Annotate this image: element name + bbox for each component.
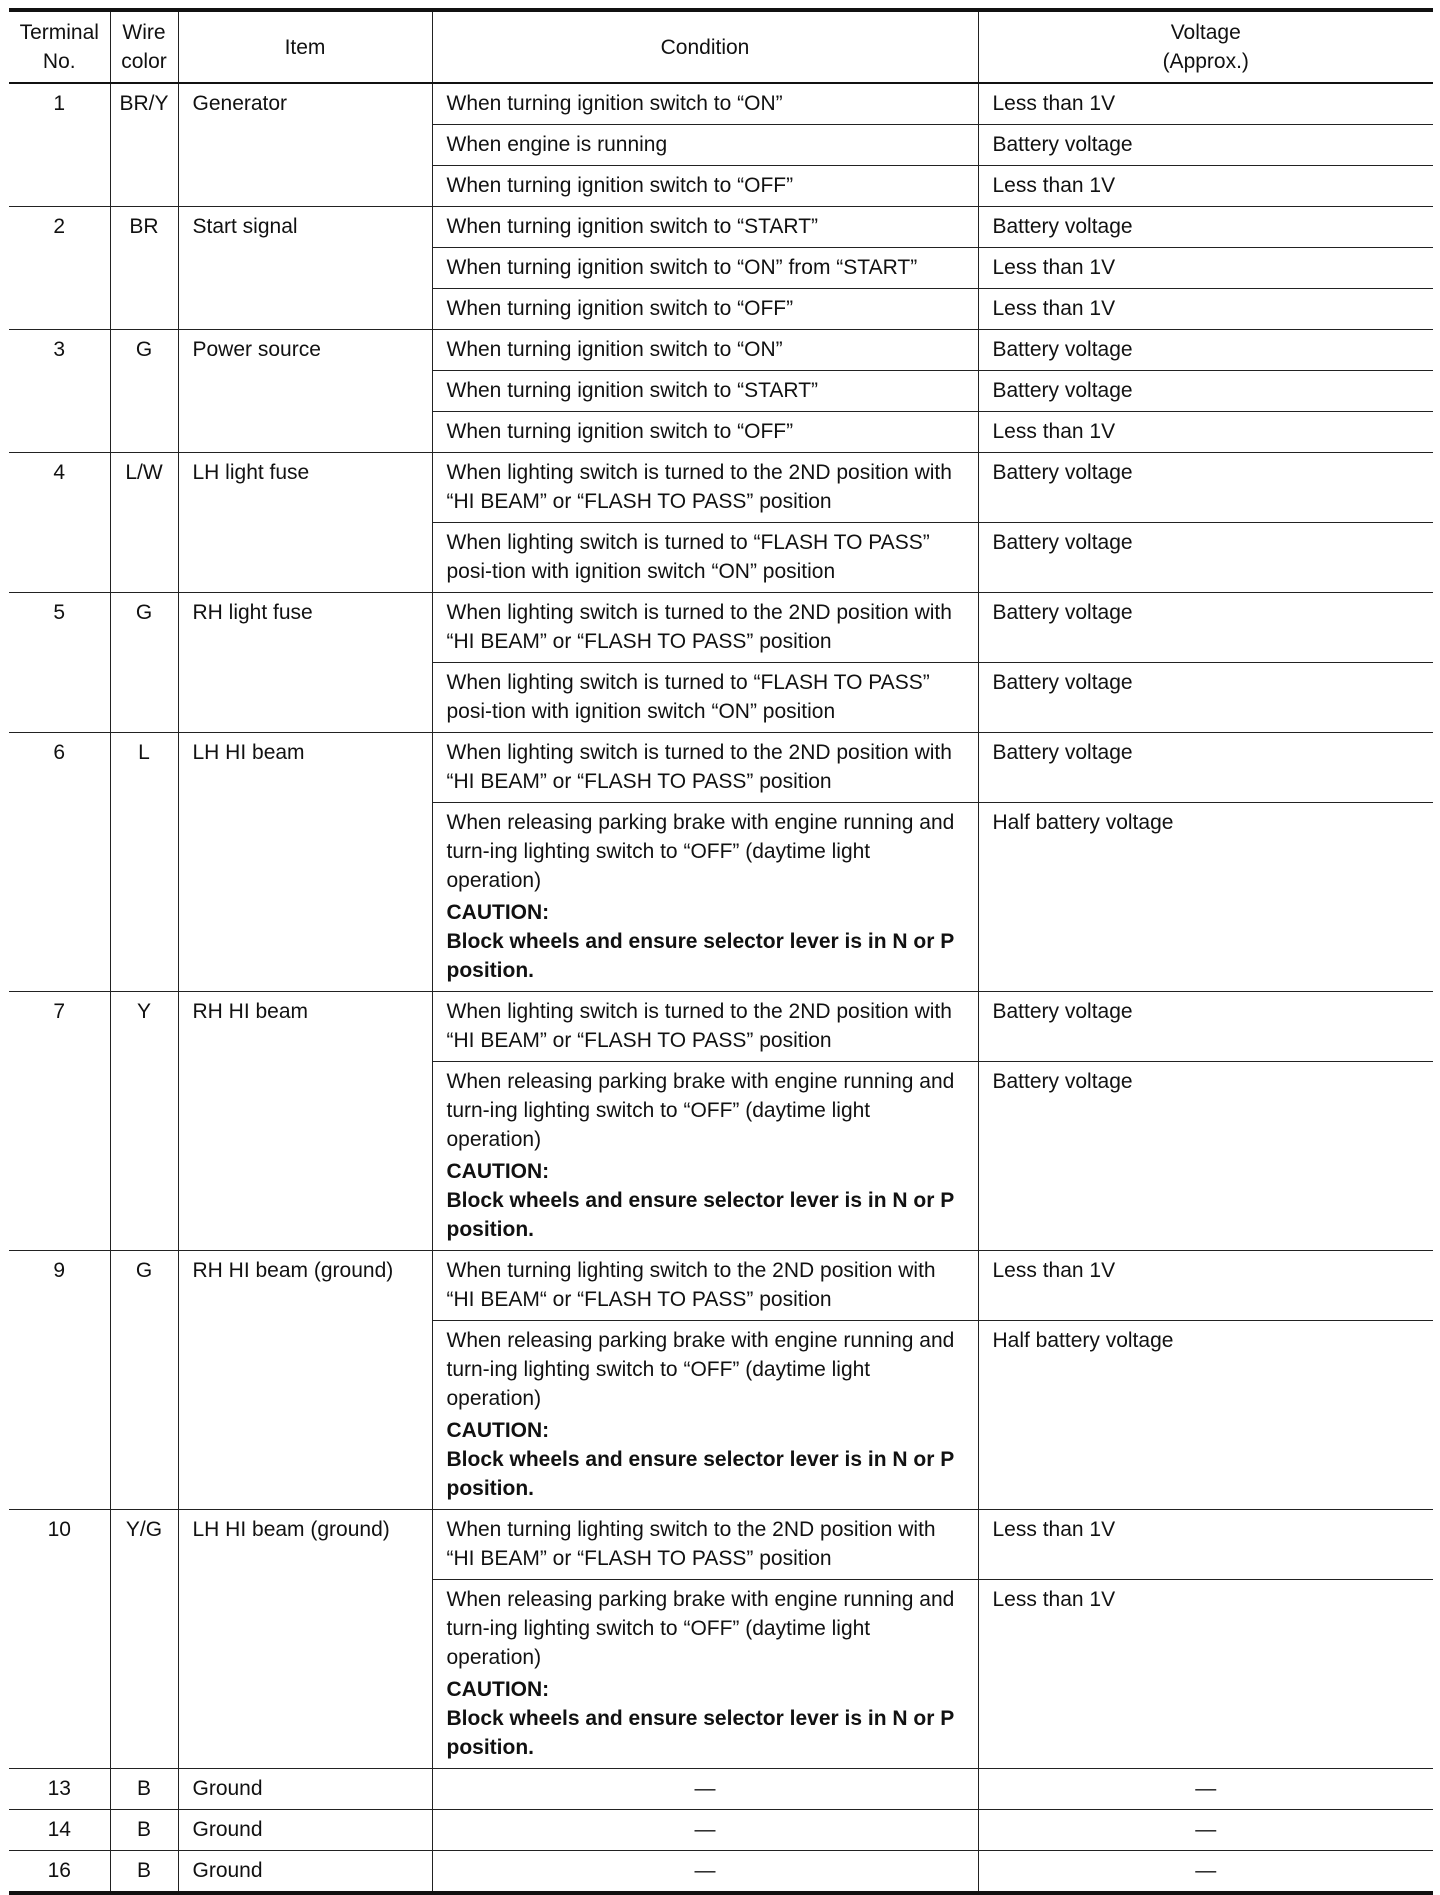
condition-text: When lighting switch is turned to the 2ND position with “HI BEAM” or “FLASH TO PASS” position bbox=[446, 1000, 952, 1052]
condition-cell bbox=[432, 733, 978, 803]
voltage-cell: Battery voltage bbox=[978, 125, 1433, 166]
condition-text: When turning lighting switch to the 2ND position with “HI BEAM” or “FLASH TO PASS” position bbox=[446, 1518, 936, 1570]
condition-cell bbox=[432, 453, 978, 523]
header-terminal-no: Terminal No. bbox=[9, 10, 110, 83]
voltage-cell: Battery voltage bbox=[978, 207, 1433, 248]
item-cell: Ground bbox=[178, 1851, 432, 1894]
condition-cell bbox=[432, 1851, 978, 1894]
item-cell: Generator bbox=[178, 83, 432, 207]
terminal-number-cell: 13 bbox=[9, 1769, 110, 1810]
condition-text: When lighting switch is turned to “FLASH TO PASS” posi-tion with ignition switch “ON” position bbox=[446, 671, 930, 723]
wire-color-cell: G bbox=[110, 1251, 178, 1510]
voltage-cell: Less than 1V bbox=[978, 289, 1433, 330]
condition-text: When turning ignition switch to “START” bbox=[446, 215, 819, 238]
header-wire-color: Wire color bbox=[110, 10, 178, 83]
table-body bbox=[9, 83, 1433, 1893]
voltage-cell: — bbox=[978, 1769, 1433, 1810]
caution-label: CAUTION: bbox=[446, 1419, 550, 1442]
voltage-cell: Battery voltage bbox=[978, 453, 1433, 523]
condition-cell bbox=[432, 412, 978, 453]
condition-cell bbox=[432, 1510, 978, 1580]
voltage-cell: Half battery voltage bbox=[978, 1321, 1433, 1510]
condition-text: — bbox=[694, 1818, 716, 1841]
voltage-cell: Battery voltage bbox=[978, 733, 1433, 803]
terminal-number-cell: 5 bbox=[9, 593, 110, 733]
table-row bbox=[9, 330, 1433, 371]
voltage-cell: — bbox=[978, 1851, 1433, 1894]
voltage-cell: Less than 1V bbox=[978, 1510, 1433, 1580]
condition-text: When releasing parking brake with engine running and turn-ing lighting switch to “OFF” (daytime light operation) bbox=[446, 811, 955, 892]
voltage-cell: Battery voltage bbox=[978, 523, 1433, 593]
condition-text: When turning ignition switch to “START” bbox=[446, 379, 819, 402]
condition-cell bbox=[432, 803, 978, 992]
header-item: Item bbox=[178, 10, 432, 83]
wire-color-cell: L/W bbox=[110, 453, 178, 593]
item-cell: RH light fuse bbox=[178, 593, 432, 733]
condition-text: When turning ignition switch to “ON” bbox=[446, 338, 783, 361]
condition-cell bbox=[432, 523, 978, 593]
condition-text: When releasing parking brake with engine running and turn-ing lighting switch to “OFF” (daytime light operation) bbox=[446, 1070, 955, 1151]
table-row bbox=[9, 1810, 1433, 1851]
voltage-cell: Half battery voltage bbox=[978, 803, 1433, 992]
terminal-number-cell: 4 bbox=[9, 453, 110, 593]
terminal-number-cell: 10 bbox=[9, 1510, 110, 1769]
condition-cell bbox=[432, 371, 978, 412]
terminal-number-cell: 16 bbox=[9, 1851, 110, 1894]
condition-text: When releasing parking brake with engine running and turn-ing lighting switch to “OFF” (daytime light operation) bbox=[446, 1329, 955, 1410]
condition-cell bbox=[432, 83, 978, 125]
condition-cell bbox=[432, 330, 978, 371]
condition-cell bbox=[432, 207, 978, 248]
wire-color-cell: B bbox=[110, 1851, 178, 1894]
header-condition: Condition bbox=[432, 10, 978, 83]
item-cell: RH HI beam (ground) bbox=[178, 1251, 432, 1510]
table-row bbox=[9, 1251, 1433, 1321]
caution-text: Block wheels and ensure selector lever is in N or P position. bbox=[446, 1448, 954, 1500]
condition-text: When lighting switch is turned to the 2ND position with “HI BEAM” or “FLASH TO PASS” position bbox=[446, 461, 952, 513]
wire-color-cell: BR bbox=[110, 207, 178, 330]
wire-color-cell: BR/Y bbox=[110, 83, 178, 207]
wire-color-cell: L bbox=[110, 733, 178, 992]
voltage-cell: Battery voltage bbox=[978, 593, 1433, 663]
table-row bbox=[9, 453, 1433, 523]
table-row bbox=[9, 733, 1433, 803]
condition-text: When turning lighting switch to the 2ND position with “HI BEAM“ or “FLASH TO PASS” position bbox=[446, 1259, 936, 1311]
voltage-cell: Battery voltage bbox=[978, 371, 1433, 412]
condition-text: — bbox=[694, 1859, 716, 1882]
caution-text: Block wheels and ensure selector lever is in N or P position. bbox=[446, 930, 954, 982]
caution-text: Block wheels and ensure selector lever is in N or P position. bbox=[446, 1707, 954, 1759]
voltage-cell: Less than 1V bbox=[978, 166, 1433, 207]
item-cell: Power source bbox=[178, 330, 432, 453]
caution-label: CAUTION: bbox=[446, 901, 550, 924]
item-cell: LH HI beam (ground) bbox=[178, 1510, 432, 1769]
condition-text: When lighting switch is turned to the 2ND position with “HI BEAM” or “FLASH TO PASS” position bbox=[446, 601, 952, 653]
voltage-cell: Battery voltage bbox=[978, 330, 1433, 371]
condition-text: When turning ignition switch to “OFF” bbox=[446, 420, 794, 443]
voltage-cell: Less than 1V bbox=[978, 83, 1433, 125]
terminal-number-cell: 6 bbox=[9, 733, 110, 992]
condition-cell bbox=[432, 166, 978, 207]
table-row bbox=[9, 83, 1433, 125]
condition-cell bbox=[432, 1251, 978, 1321]
voltage-cell: Less than 1V bbox=[978, 248, 1433, 289]
wire-color-cell: G bbox=[110, 330, 178, 453]
wire-color-cell: B bbox=[110, 1810, 178, 1851]
item-cell: RH HI beam bbox=[178, 992, 432, 1251]
terminal-number-cell: 9 bbox=[9, 1251, 110, 1510]
header-voltage: Voltage (Approx.) bbox=[978, 10, 1433, 83]
terminal-number-cell: 14 bbox=[9, 1810, 110, 1851]
wire-color-cell: Y/G bbox=[110, 1510, 178, 1769]
item-cell: Ground bbox=[178, 1810, 432, 1851]
terminal-voltage-table bbox=[9, 8, 1433, 1895]
terminal-number-cell: 3 bbox=[9, 330, 110, 453]
condition-text: When lighting switch is turned to the 2ND position with “HI BEAM” or “FLASH TO PASS” position bbox=[446, 741, 952, 793]
condition-cell bbox=[432, 663, 978, 733]
caution-label: CAUTION: bbox=[446, 1678, 550, 1701]
condition-text: When engine is running bbox=[446, 133, 668, 156]
condition-text: When releasing parking brake with engine running and turn-ing lighting switch to “OFF” (daytime light operation) bbox=[446, 1588, 955, 1669]
condition-cell bbox=[432, 289, 978, 330]
table-row bbox=[9, 207, 1433, 248]
wire-color-cell: G bbox=[110, 593, 178, 733]
condition-text: When turning ignition switch to “OFF” bbox=[446, 174, 794, 197]
condition-text: When turning ignition switch to “ON” from “START” bbox=[446, 256, 918, 279]
item-cell: LH HI beam bbox=[178, 733, 432, 992]
table-row bbox=[9, 1769, 1433, 1810]
condition-cell bbox=[432, 1580, 978, 1769]
terminal-number-cell: 1 bbox=[9, 83, 110, 207]
condition-text: When turning ignition switch to “OFF” bbox=[446, 297, 794, 320]
table-row bbox=[9, 1510, 1433, 1580]
condition-cell bbox=[432, 992, 978, 1062]
table-row bbox=[9, 1851, 1433, 1894]
condition-cell bbox=[432, 1062, 978, 1251]
caution-text: Block wheels and ensure selector lever is in N or P position. bbox=[446, 1189, 954, 1241]
voltage-cell: Less than 1V bbox=[978, 1251, 1433, 1321]
condition-text: When lighting switch is turned to “FLASH TO PASS” posi-tion with ignition switch “ON” position bbox=[446, 531, 930, 583]
condition-cell bbox=[432, 1321, 978, 1510]
condition-text: When turning ignition switch to “ON” bbox=[446, 92, 783, 115]
voltage-cell: Battery voltage bbox=[978, 992, 1433, 1062]
wire-color-cell: Y bbox=[110, 992, 178, 1251]
terminal-number-cell: 7 bbox=[9, 992, 110, 1251]
item-cell: LH light fuse bbox=[178, 453, 432, 593]
wire-color-cell: B bbox=[110, 1769, 178, 1810]
condition-cell bbox=[432, 248, 978, 289]
header-row bbox=[9, 10, 1433, 83]
table-row bbox=[9, 593, 1433, 663]
terminal-table-container bbox=[9, 8, 1433, 1895]
voltage-cell: Battery voltage bbox=[978, 1062, 1433, 1251]
item-cell: Start signal bbox=[178, 207, 432, 330]
voltage-cell: Battery voltage bbox=[978, 663, 1433, 733]
terminal-number-cell: 2 bbox=[9, 207, 110, 330]
voltage-cell: Less than 1V bbox=[978, 412, 1433, 453]
voltage-cell: Less than 1V bbox=[978, 1580, 1433, 1769]
voltage-cell: — bbox=[978, 1810, 1433, 1851]
caution-label: CAUTION: bbox=[446, 1160, 550, 1183]
item-cell: Ground bbox=[178, 1769, 432, 1810]
condition-cell bbox=[432, 1810, 978, 1851]
condition-cell bbox=[432, 593, 978, 663]
condition-cell bbox=[432, 125, 978, 166]
condition-text: — bbox=[694, 1777, 716, 1800]
table-row bbox=[9, 992, 1433, 1062]
condition-cell bbox=[432, 1769, 978, 1810]
